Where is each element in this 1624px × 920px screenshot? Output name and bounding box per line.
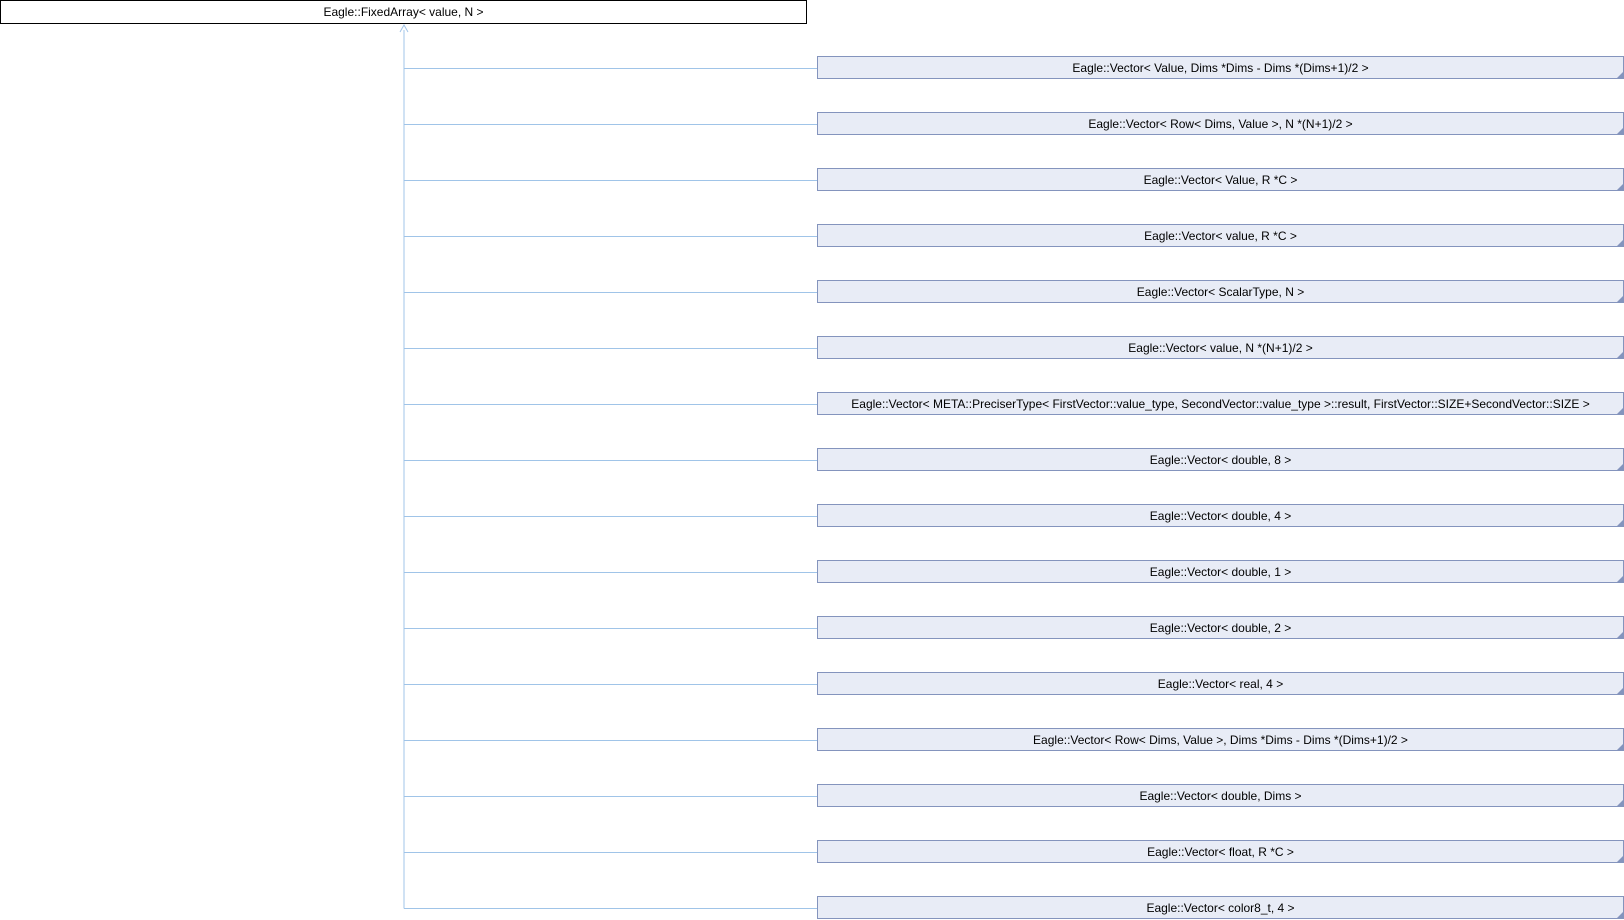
derived-class-label: Eagle::Vector< Value, R *C > xyxy=(1143,172,1298,187)
derived-class-node[interactable] xyxy=(817,840,1624,863)
derived-class-node[interactable] xyxy=(817,896,1624,919)
corner-fold-mark xyxy=(1617,296,1623,302)
derived-class-node[interactable] xyxy=(817,504,1624,527)
derived-class-label: Eagle::Vector< double, 1 > xyxy=(1149,564,1292,579)
derived-class-node[interactable] xyxy=(817,784,1624,807)
derived-class-node[interactable] xyxy=(817,56,1624,79)
derived-class-label: Eagle::Vector< float, R *C > xyxy=(1147,844,1294,859)
corner-fold-mark xyxy=(1617,128,1623,134)
derived-class-node[interactable] xyxy=(817,616,1624,639)
derived-class-node[interactable] xyxy=(817,672,1624,695)
derived-class-node[interactable] xyxy=(817,336,1624,359)
derived-class-node[interactable] xyxy=(817,112,1624,135)
corner-fold-mark xyxy=(1617,184,1623,190)
derived-class-node[interactable] xyxy=(817,224,1624,247)
derived-class-node[interactable] xyxy=(817,168,1624,191)
derived-class-node[interactable] xyxy=(817,560,1624,583)
derived-class-node[interactable] xyxy=(817,392,1624,415)
corner-fold-mark xyxy=(1617,912,1623,918)
derived-class-label: Eagle::Vector< value, N *(N+1)/2 > xyxy=(1128,340,1313,355)
derived-class-label: Eagle::Vector< META::PreciserType< FirstVector::value_type, SecondVector::value_type >::result, FirstVector::SIZE+SecondVector::SIZE > xyxy=(851,396,1590,411)
base-class-node[interactable] xyxy=(0,0,807,24)
corner-fold-mark xyxy=(1617,632,1623,638)
derived-class-label: Eagle::Vector< Row< Dims, Value >, Dims *Dims - Dims *(Dims+1)/2 > xyxy=(1033,732,1408,747)
derived-class-node[interactable] xyxy=(817,728,1624,751)
corner-fold-mark xyxy=(1617,576,1623,582)
corner-fold-mark xyxy=(1617,744,1623,750)
derived-class-label: Eagle::Vector< real, 4 > xyxy=(1157,676,1284,691)
corner-fold-mark xyxy=(1617,520,1623,526)
corner-fold-mark xyxy=(1617,688,1623,694)
corner-fold-mark xyxy=(1617,408,1623,414)
corner-fold-mark xyxy=(1617,240,1623,246)
derived-class-label: Eagle::Vector< Value, Dims *Dims - Dims *(Dims+1)/2 > xyxy=(1072,60,1369,75)
derived-class-label: Eagle::Vector< double, Dims > xyxy=(1139,788,1302,803)
derived-class-node[interactable] xyxy=(817,280,1624,303)
derived-class-label: Eagle::Vector< double, 2 > xyxy=(1149,620,1292,635)
base-class-label: Eagle::FixedArray< value, N > xyxy=(323,5,484,19)
corner-fold-mark xyxy=(1617,800,1623,806)
corner-fold-mark xyxy=(1617,856,1623,862)
derived-class-label: Eagle::Vector< double, 4 > xyxy=(1149,508,1292,523)
derived-class-label: Eagle::Vector< color8_t, 4 > xyxy=(1146,900,1295,915)
corner-fold-mark xyxy=(1617,352,1623,358)
derived-class-label: Eagle::Vector< value, R *C > xyxy=(1144,228,1297,243)
corner-fold-mark xyxy=(1617,72,1623,78)
derived-class-label: Eagle::Vector< Row< Dims, Value >, N *(N+1)/2 > xyxy=(1088,116,1353,131)
corner-fold-mark xyxy=(1617,464,1623,470)
derived-class-label: Eagle::Vector< ScalarType, N > xyxy=(1136,284,1305,299)
derived-class-node[interactable] xyxy=(817,448,1624,471)
derived-class-label: Eagle::Vector< double, 8 > xyxy=(1149,452,1292,467)
